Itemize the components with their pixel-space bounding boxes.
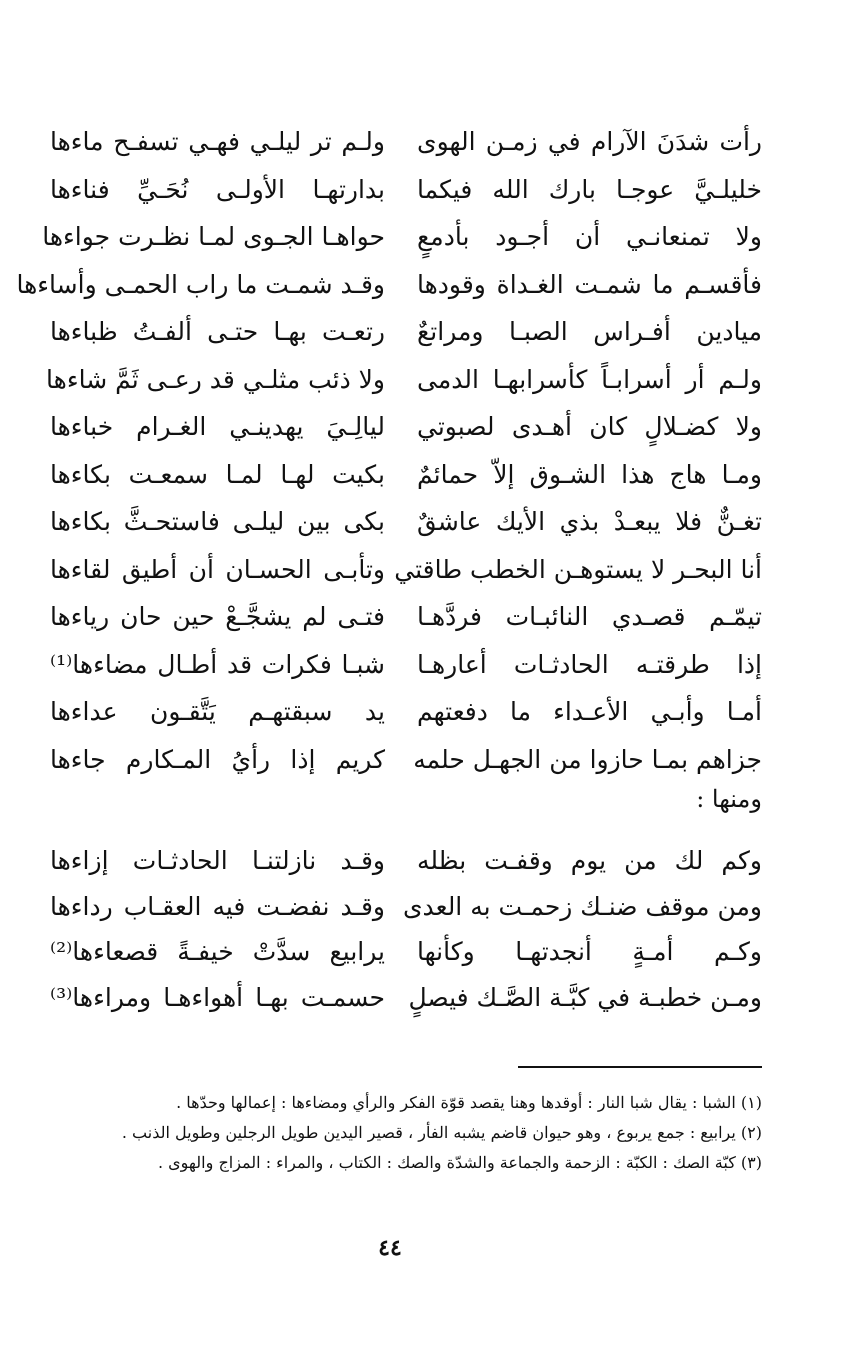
verse-second-half: ولـم تر ليلـي فهـي تسفـح ماءها [50,127,385,157]
verse-first-half: ميادين أفـراس الصبـا ومراتعٌ [417,317,762,347]
verse-second-half: حواهـا الجـوى لمـا نظـرت جواءها [42,222,385,252]
verse [50,546,762,594]
verse [50,166,762,214]
verse [46,356,762,404]
footnote-divider [518,1066,762,1068]
verse-second-half: يرابيع سدَّتْ خيفـةً قصعاءها⁽²⁾ [50,937,385,967]
footnote-1: (١) الشبا : يقال شبا النار : أوقدها وهنا يقصد قوّة الفكر والرأي ومضاءها : إعمالها وحدّها . [176,1093,762,1112]
verse-second-half: وقـد شمـت ما راب الحمـى وأساءها [16,269,385,299]
verse-first-half: ومـا هاج هذا الشـوق إلاّ حمائمٌ [417,459,762,489]
verse [50,838,762,884]
verse-second-half: حسمـت بهـا أهواءهـا ومراءها⁽³⁾ [50,982,385,1012]
verse-first-half: ولـم أر أسرابـاً كأسرابهـا الدمى [417,364,762,394]
verse-second-half: وقـد نازلتنـا الحادثـات إزاءها [50,846,385,876]
poem-stanza-2 [50,838,762,1020]
verse-first-half: ولا كضـلالٍ كان أهـدى لصبوتي [417,412,762,442]
footnotes [72,1088,762,1178]
verse-second-half: ليالِـيَ يهدينـي الغـرام خباءها [50,412,385,442]
section-label: ومنها : [696,785,762,813]
verse-first-half: وكـم أمـةٍ أنجدتهـا وكأنها [417,937,762,967]
verse-first-half: تيمّـم قصـدي النائبـات فردَّهـا [417,602,762,632]
verse-first-half: جزاهم بمـا حازوا من الجهـل حلمه [413,744,762,774]
verse [16,261,762,309]
verse-second-half: فتـى لم يشجَّـعْ حين حان رياءها [50,602,385,632]
verse-second-half: يد سبقتهـم يَتَّقـون عداءها [50,697,385,727]
page-number: ٤٤ [378,1235,402,1261]
verse-first-half: فأقسـم ما شمـت الغـداة وقودها [417,269,762,299]
verse-first-half: ومـن خطبـة في كبَّـة الصَّـك فيصلٍ [408,982,762,1012]
verse [50,884,762,930]
footnote-3: (٣) كبّة الصك : الكبّة : الزحمة والجماعة والشدّة والصك : الكتاب ، والمراء : المزاج والهوى . [157,1153,762,1172]
verse-first-half: خليلـيَّ عوجـا بارك الله فيكما [417,174,762,204]
verse-first-half: ولا تمنعانـي أن أجـود بأدمعٍ [417,222,762,252]
verse-first-half: ومن موقف ضنـك زحمـت به العدى [402,891,762,921]
verse [42,213,762,261]
verse-second-half: شبـا فكرات قد أطـال مضاءها⁽¹⁾ [50,649,385,679]
verse [50,308,762,356]
verse [50,593,762,641]
verse-first-half: رأت شدَنَ الآرام في زمـن الهوى [417,127,762,157]
verse-second-half: بكى بين ليلـى فاستحـثَّ بكاءها [50,507,385,537]
verse-second-half: رتعـت بهـا حتـى ألفـتُ ظباءها [50,317,385,347]
verse-second-half: بكيت لهـا لمـا سمعـت بكاءها [50,459,385,489]
verse-first-half: تغـنٌّ فلا يبعـدْ بذي الأيك عاشقٌ [417,507,762,537]
footnote-2: (٢) يرابيع : جمع يربوع ، وهو حيوان قاضم يشبه الفأر ، قصير اليدين طويل الرجلين وطويل الذنب . [121,1123,762,1142]
verse [50,688,762,736]
verse [50,975,762,1021]
verse-first-half: وكم لك من يوم وقفـت بظله [417,846,762,876]
poem-stanza-1 [16,118,762,783]
verse [50,641,762,689]
verse-first-half: أنا البحـر لا يستوهـن الخطب طاقتي [394,554,762,584]
verse [50,451,762,499]
verse-second-half: وقـد نفضـت فيه العقـاب رداءها [50,891,385,921]
verse-first-half: إذا طرقتـه الحادثـات أعارهـا [417,649,762,679]
verse [50,118,762,166]
verse-first-half: أمـا وأبـي الأعـداء ما دفعتهم [417,697,762,727]
verse [50,403,762,451]
verse [50,736,762,784]
verse-second-half: وتأبـى الحسـان أن أطيق لقاءها [50,554,385,584]
verse-second-half: بدارتهـا الأولـى نُحَـيِّ فناءها [50,174,385,204]
verse-second-half: ولا ذئب مثلـي قد رعـى ثَمَّ شاءها [46,364,385,394]
verse-second-half: كريم إذا رأيُ المـكارم جاءها [50,744,385,774]
verse [50,498,762,546]
verse [50,929,762,975]
